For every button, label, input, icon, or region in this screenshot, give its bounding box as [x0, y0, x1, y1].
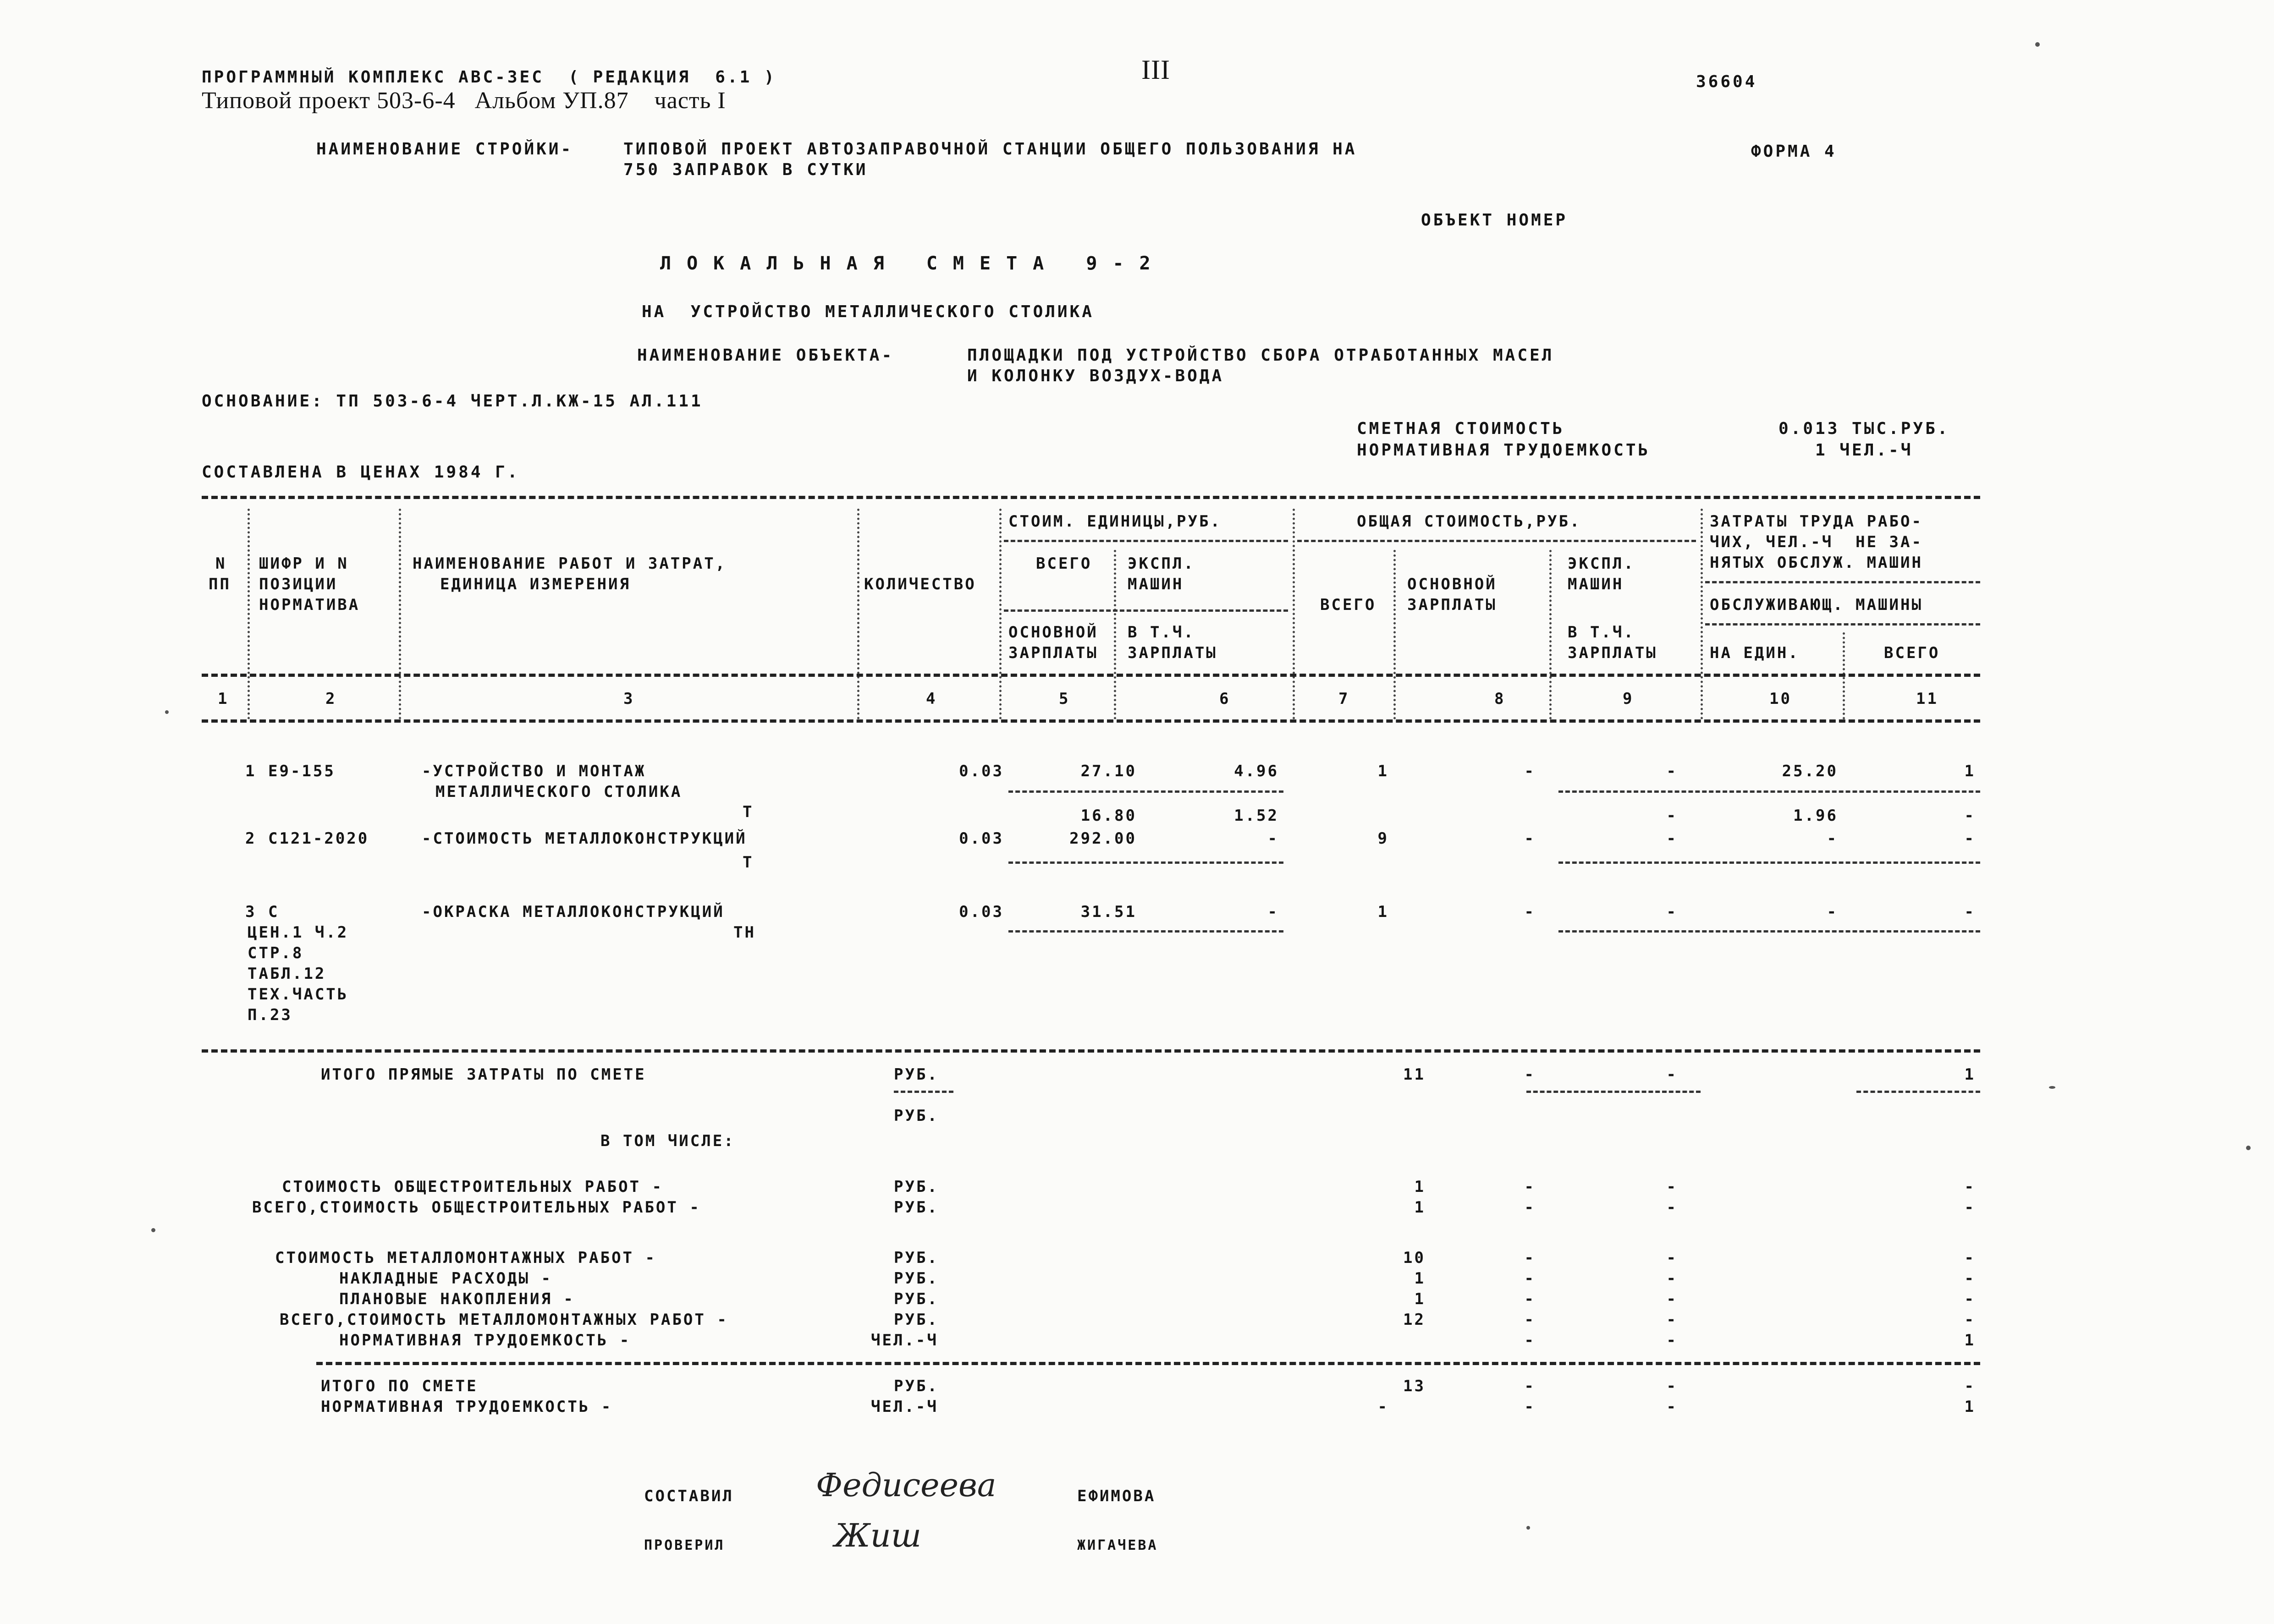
- general-works-total: 1: [1414, 1178, 1426, 1196]
- direct-costs-machine: -: [1666, 1065, 1678, 1084]
- page-number: III: [1141, 55, 1170, 85]
- header-col9-line1: ЭКСПЛ.: [1568, 554, 1635, 573]
- column-number: 6: [1219, 690, 1231, 708]
- header-rule: [1297, 540, 1696, 542]
- row1-total: 1: [1377, 762, 1389, 780]
- header-col2-line3: НОРМАТИВА: [259, 596, 360, 614]
- row2-code: С121-2020: [268, 829, 369, 848]
- basis-line: ОСНОВАНИЕ: ТП 503-6-4 ЧЕРТ.Л.КЖ-15 АЛ.111: [202, 392, 703, 411]
- row-rule: [894, 1091, 953, 1093]
- column-number: 5: [1059, 690, 1070, 708]
- direct-costs-unit: РУБ.: [894, 1065, 939, 1084]
- metal-labor-wages: -: [1524, 1331, 1536, 1350]
- column-number: 9: [1623, 690, 1634, 708]
- general-works-labor: -: [1964, 1178, 1976, 1196]
- metal-labor-labor: 1: [1964, 1331, 1976, 1350]
- object-number: ОБЪЕКТ НОМЕР: [1421, 211, 1568, 230]
- header-rule: [1705, 581, 1980, 583]
- column-number: 11: [1916, 690, 1938, 708]
- header-col2-line1: ШИФР И N: [259, 554, 349, 573]
- metal-labor-machine: -: [1666, 1331, 1678, 1350]
- header-col4: КОЛИЧЕСТВО: [864, 575, 976, 593]
- metal-works-machine: -: [1666, 1249, 1678, 1267]
- estimate-total-machine: -: [1666, 1377, 1678, 1395]
- header-col6-line2: МАШИН: [1128, 575, 1184, 593]
- body-end-rule: [202, 1049, 1980, 1053]
- row3-labor-total: -: [1964, 903, 1976, 921]
- compiled-by-label: СОСТАВИЛ: [644, 1487, 734, 1505]
- metal-total-unit: РУБ.: [894, 1311, 939, 1329]
- general-works-machine: -: [1666, 1178, 1678, 1196]
- general-works-label: СТОИМОСТЬ ОБЩЕСТРОИТЕЛЬНЫХ РАБОТ -: [282, 1178, 663, 1196]
- document-title: ЛОКАЛЬНАЯ СМЕТА 9-2: [660, 253, 1166, 274]
- direct-costs-label: ИТОГО ПРЯМЫЕ ЗАТРАТЫ ПО СМЕТЕ: [321, 1065, 646, 1084]
- metal-total-wages: -: [1524, 1311, 1536, 1329]
- column-divider: [1701, 509, 1703, 719]
- row1-unit-machine-cost: 4.96: [1234, 762, 1279, 780]
- row1-quantity: 0.03: [959, 762, 1004, 780]
- header-rule: [1004, 609, 1288, 612]
- row2-machine: -: [1666, 829, 1678, 848]
- planned-machine: -: [1666, 1290, 1678, 1308]
- header-col8-line2: ЗАРПЛАТЫ: [1407, 596, 1497, 614]
- header-labor-line2: ЧИХ, ЧЕЛ.-Ч НЕ ЗА-: [1710, 533, 1923, 551]
- labor-label: НОРМАТИВНАЯ ТРУДОЕМКОСТЬ: [1357, 441, 1651, 460]
- row2-labor-unit: -: [1827, 829, 1838, 848]
- object-label: НАИМЕНОВАНИЕ ОБЪЕКТА-: [637, 346, 894, 365]
- general-total-unit: РУБ.: [894, 1198, 939, 1217]
- general-total-wages: -: [1524, 1198, 1536, 1217]
- column-divider: [399, 509, 401, 719]
- row-rule: [1526, 1091, 1701, 1093]
- row1-labor-total: 1: [1964, 762, 1976, 780]
- header-labor-line3: НЯТЫХ ОБСЛУЖ. МАШИН: [1710, 554, 1923, 572]
- totals-rule: [316, 1362, 1980, 1365]
- overhead-unit: РУБ.: [894, 1269, 939, 1288]
- column-divider: [1114, 550, 1116, 719]
- table-top-rule: [202, 496, 1980, 499]
- metal-total-labor: -: [1964, 1311, 1976, 1329]
- row1-unit-wages: 16.80: [1080, 807, 1137, 825]
- estimate-total-unit: РУБ.: [894, 1377, 939, 1395]
- column-divider: [1393, 550, 1396, 719]
- header-col10: НА ЕДИН.: [1710, 644, 1800, 662]
- row3-number: 3: [245, 903, 257, 921]
- checked-signature: Жиш: [834, 1517, 922, 1554]
- form-label: ФОРМА 4: [1751, 142, 1837, 161]
- column-divider: [248, 509, 250, 719]
- header-col7: ВСЕГО: [1320, 596, 1377, 614]
- row1-wages: -: [1524, 762, 1536, 780]
- estimate-labor-wages: -: [1524, 1398, 1536, 1416]
- row-rule: [1558, 861, 1980, 864]
- scan-speck: [151, 1228, 155, 1232]
- scan-speck: [2246, 1146, 2251, 1150]
- planned-unit: РУБ.: [894, 1290, 939, 1308]
- direct-costs-unit-2: РУБ.: [894, 1107, 939, 1125]
- row3-code-extra: СТР.8: [248, 944, 304, 962]
- row1-name-2: МЕТАЛЛИЧЕСКОГО СТОЛИКА: [435, 783, 683, 801]
- overhead-wages: -: [1524, 1269, 1536, 1288]
- estimate-labor-total: -: [1377, 1398, 1389, 1416]
- header-col3-line2: ЕДИНИЦА ИЗМЕРЕНИЯ: [440, 575, 631, 593]
- header-col9-line2: МАШИН: [1568, 575, 1624, 593]
- construction-name-1: ТИПОВОЙ ПРОЕКТ АВТОЗАПРАВОЧНОЙ СТАНЦИИ ОБЩЕГО ПОЛЬЗОВАНИЯ НА: [623, 140, 1357, 159]
- metal-works-wages: -: [1524, 1249, 1536, 1267]
- row1-machine-wages: -: [1666, 807, 1678, 825]
- planned-labor: -: [1964, 1290, 1976, 1308]
- scan-speck: [1526, 1526, 1530, 1530]
- row-rule: [1558, 930, 1980, 933]
- overhead-machine: -: [1666, 1269, 1678, 1288]
- row1-unit-cost-total: 27.10: [1080, 762, 1137, 780]
- planned-total: 1: [1414, 1290, 1426, 1308]
- row2-unit-machine-cost: -: [1267, 829, 1279, 848]
- header-col1-line1: N: [215, 554, 227, 573]
- planned-wages: -: [1524, 1290, 1536, 1308]
- row-rule: [1008, 930, 1283, 933]
- header-total-cost: ОБЩАЯ СТОИМОСТЬ,РУБ.: [1357, 512, 1581, 531]
- table-header-rule: [202, 674, 1980, 677]
- column-divider: [857, 509, 859, 719]
- column-number: 4: [926, 690, 937, 708]
- row1-labor-unit: 25.20: [1782, 762, 1838, 780]
- construction-name-2: 750 ЗАПРАВОК В СУТКИ: [623, 160, 868, 179]
- metal-works-unit: РУБ.: [894, 1249, 939, 1267]
- header-col6-line4: ЗАРПЛАТЫ: [1128, 644, 1217, 662]
- row2-labor-total: -: [1964, 829, 1976, 848]
- cost-label: СМЕТНАЯ СТОИМОСТЬ: [1357, 419, 1565, 438]
- general-total-total: 1: [1414, 1198, 1426, 1217]
- document-code: 36604: [1696, 72, 1757, 91]
- estimate-total-labor: -: [1964, 1377, 1976, 1395]
- header-labor-line1: ЗАТРАТЫ ТРУДА РАБО-: [1710, 512, 1923, 531]
- row-rule: [1856, 1091, 1980, 1093]
- metal-total-machine: -: [1666, 1311, 1678, 1329]
- row3-code-extra: ТЕХ.ЧАСТЬ: [248, 985, 349, 1004]
- column-number: 3: [623, 690, 635, 708]
- column-divider: [999, 509, 1002, 719]
- estimate-labor-unit: ЧЕЛ.-Ч: [871, 1398, 938, 1416]
- row-rule: [1008, 790, 1283, 793]
- scan-speck: [2035, 42, 2040, 47]
- header-col5-line2: ОСНОВНОЙ: [1008, 623, 1098, 642]
- checked-by-label: ПРОВЕРИЛ: [644, 1537, 725, 1553]
- row3-unit-cost-total: 31.51: [1080, 903, 1137, 921]
- row3-code: С: [268, 903, 280, 921]
- metal-works-label: СТОИМОСТЬ МЕТАЛЛОМОНТАЖНЫХ РАБОТ -: [275, 1249, 656, 1267]
- column-number: 10: [1769, 690, 1792, 708]
- row3-labor-unit: -: [1827, 903, 1838, 921]
- header-col5-line3: ЗАРПЛАТЫ: [1008, 644, 1098, 662]
- estimate-total-label: ИТОГО ПО СМЕТЕ: [321, 1377, 478, 1395]
- direct-costs-wages: -: [1524, 1065, 1536, 1084]
- row1-machine: -: [1666, 762, 1678, 780]
- column-divider: [1293, 509, 1295, 719]
- scan-speck: [165, 710, 169, 714]
- general-works-unit: РУБ.: [894, 1178, 939, 1196]
- estimate-total-total: 13: [1403, 1377, 1426, 1395]
- row2-unit-cost-total: 292.00: [1069, 829, 1137, 848]
- row2-number: 2: [245, 829, 257, 848]
- column-divider: [1549, 550, 1552, 719]
- overhead-label: НАКЛАДНЫЕ РАСХОДЫ -: [339, 1269, 552, 1288]
- metal-labor-unit: ЧЕЛ.-Ч: [871, 1331, 938, 1350]
- row2-unit: Т: [743, 853, 754, 872]
- row2-quantity: 0.03: [959, 829, 1004, 848]
- header-rule: [1705, 623, 1980, 625]
- overhead-labor: -: [1964, 1269, 1976, 1288]
- header-col8-line1: ОСНОВНОЙ: [1407, 575, 1497, 593]
- column-number: 8: [1494, 690, 1506, 708]
- document-subtitle: НА УСТРОЙСТВО МЕТАЛЛИЧЕСКОГО СТОЛИКА: [642, 302, 1094, 321]
- prices-line: СОСТАВЛЕНА В ЦЕНАХ 1984 Г.: [202, 463, 520, 482]
- header-col1-line2: ПП: [209, 575, 231, 593]
- header-col6-line3: В Т.Ч.: [1128, 623, 1195, 642]
- overhead-total: 1: [1414, 1269, 1426, 1288]
- checked-by-name: ЖИГАЧЕВА: [1077, 1537, 1158, 1553]
- direct-costs-total: 11: [1403, 1065, 1426, 1084]
- column-number: 7: [1338, 690, 1350, 708]
- row3-unit-machine-cost: -: [1267, 903, 1279, 921]
- header-unit-cost: СТОИМ. ЕДИНИЦЫ,РУБ.: [1008, 512, 1222, 531]
- header-col9-line4: ЗАРПЛАТЫ: [1568, 644, 1657, 662]
- row3-code-extra: ЦЕН.1 Ч.2: [248, 923, 349, 942]
- header-col9-line3: В Т.Ч.: [1568, 623, 1635, 642]
- row3-code-extra: ТАБЛ.12: [248, 965, 326, 983]
- header-rule: [1004, 540, 1288, 542]
- direct-costs-labor: 1: [1964, 1065, 1976, 1084]
- table-body-rule: [202, 719, 1980, 723]
- header-labor-line4: ОБСЛУЖИВАЮЩ. МАШИНЫ: [1710, 596, 1923, 614]
- row2-wages: -: [1524, 829, 1536, 848]
- header-col3-line1: НАИМЕНОВАНИЕ РАБОТ И ЗАТРАТ,: [413, 554, 727, 573]
- metal-total-label: ВСЕГО,СТОИМОСТЬ МЕТАЛЛОМОНТАЖНЫХ РАБОТ -: [280, 1311, 728, 1329]
- object-name-2: И КОЛОНКУ ВОЗДУХ-ВОДА: [967, 367, 1224, 385]
- estimate-labor-label: НОРМАТИВНАЯ ТРУДОЕМКОСТЬ -: [321, 1398, 613, 1416]
- cost-value: 0.013 ТЫС.РУБ.: [1778, 419, 1950, 438]
- header-col5-line1: ВСЕГО: [1036, 554, 1092, 573]
- row3-total: 1: [1377, 903, 1389, 921]
- row3-code-extra: П.23: [248, 1006, 292, 1024]
- header-col6-line1: ЭКСПЛ.: [1128, 554, 1195, 573]
- estimate-total-wages: -: [1524, 1377, 1536, 1395]
- object-name-1: ПЛОЩАДКИ ПОД УСТРОЙСТВО СБОРА ОТРАБОТАННЫХ МАСЕЛ: [967, 346, 1554, 365]
- metal-total-total: 12: [1403, 1311, 1426, 1329]
- general-works-wages: -: [1524, 1178, 1536, 1196]
- general-total-labor: -: [1964, 1198, 1976, 1217]
- row1-labor-machine-total: -: [1964, 807, 1976, 825]
- header-col2-line2: ПОЗИЦИИ: [259, 575, 338, 593]
- program-line: ПРОГРАММНЫЙ КОМПЛЕКС АВС-3ЕС ( РЕДАКЦИЯ 6.1 ): [202, 68, 776, 87]
- estimate-labor-machine: -: [1666, 1398, 1678, 1416]
- row1-labor-machine-unit: 1.96: [1793, 807, 1838, 825]
- metal-works-total: 10: [1403, 1249, 1426, 1267]
- row3-unit: ТН: [733, 923, 756, 942]
- compiled-signature: Федисеева: [816, 1466, 997, 1504]
- general-total-machine: -: [1666, 1198, 1678, 1217]
- row1-code: Е9-155: [268, 762, 336, 780]
- planned-label: ПЛАНОВЫЕ НАКОПЛЕНИЯ -: [339, 1290, 575, 1308]
- estimate-labor-labor: 1: [1964, 1398, 1976, 1416]
- row2-name-1: -СТОИМОСТЬ МЕТАЛЛОКОНСТРУКЦИЙ: [422, 829, 747, 848]
- column-number: 1: [218, 690, 229, 708]
- row3-name-1: -ОКРАСКА МЕТАЛЛОКОНСТРУКЦИЙ: [422, 903, 725, 921]
- compiled-by-name: ЕФИМОВА: [1077, 1487, 1156, 1505]
- row3-quantity: 0.03: [959, 903, 1004, 921]
- row-rule: [1558, 790, 1980, 793]
- row3-machine: -: [1666, 903, 1678, 921]
- construction-label: НАИМЕНОВАНИЕ СТРОЙКИ-: [316, 140, 573, 159]
- metal-labor-label: НОРМАТИВНАЯ ТРУДОЕМКОСТЬ -: [339, 1331, 631, 1350]
- row-rule: [1008, 861, 1283, 864]
- general-total-label: ВСЕГО,СТОИМОСТЬ ОБЩЕСТРОИТЕЛЬНЫХ РАБОТ -: [252, 1198, 701, 1217]
- scan-speck: [2049, 1086, 2055, 1089]
- row3-wages: -: [1524, 903, 1536, 921]
- row2-total: 9: [1377, 829, 1389, 848]
- column-number: 2: [325, 690, 337, 708]
- project-line: Типовой проект 503-6-4 Альбом УП.87 часть I: [202, 88, 726, 114]
- labor-value: 1 ЧЕЛ.-Ч: [1815, 441, 1913, 460]
- row1-unit: Т: [743, 803, 754, 821]
- including-label: В ТОМ ЧИСЛЕ:: [600, 1132, 735, 1150]
- metal-works-labor: -: [1964, 1249, 1976, 1267]
- row1-unit-machine-wages: 1.52: [1234, 807, 1279, 825]
- row1-number: 1: [245, 762, 257, 780]
- header-col11: ВСЕГО: [1884, 644, 1940, 662]
- row1-name-1: -УСТРОЙСТВО И МОНТАЖ: [422, 762, 646, 780]
